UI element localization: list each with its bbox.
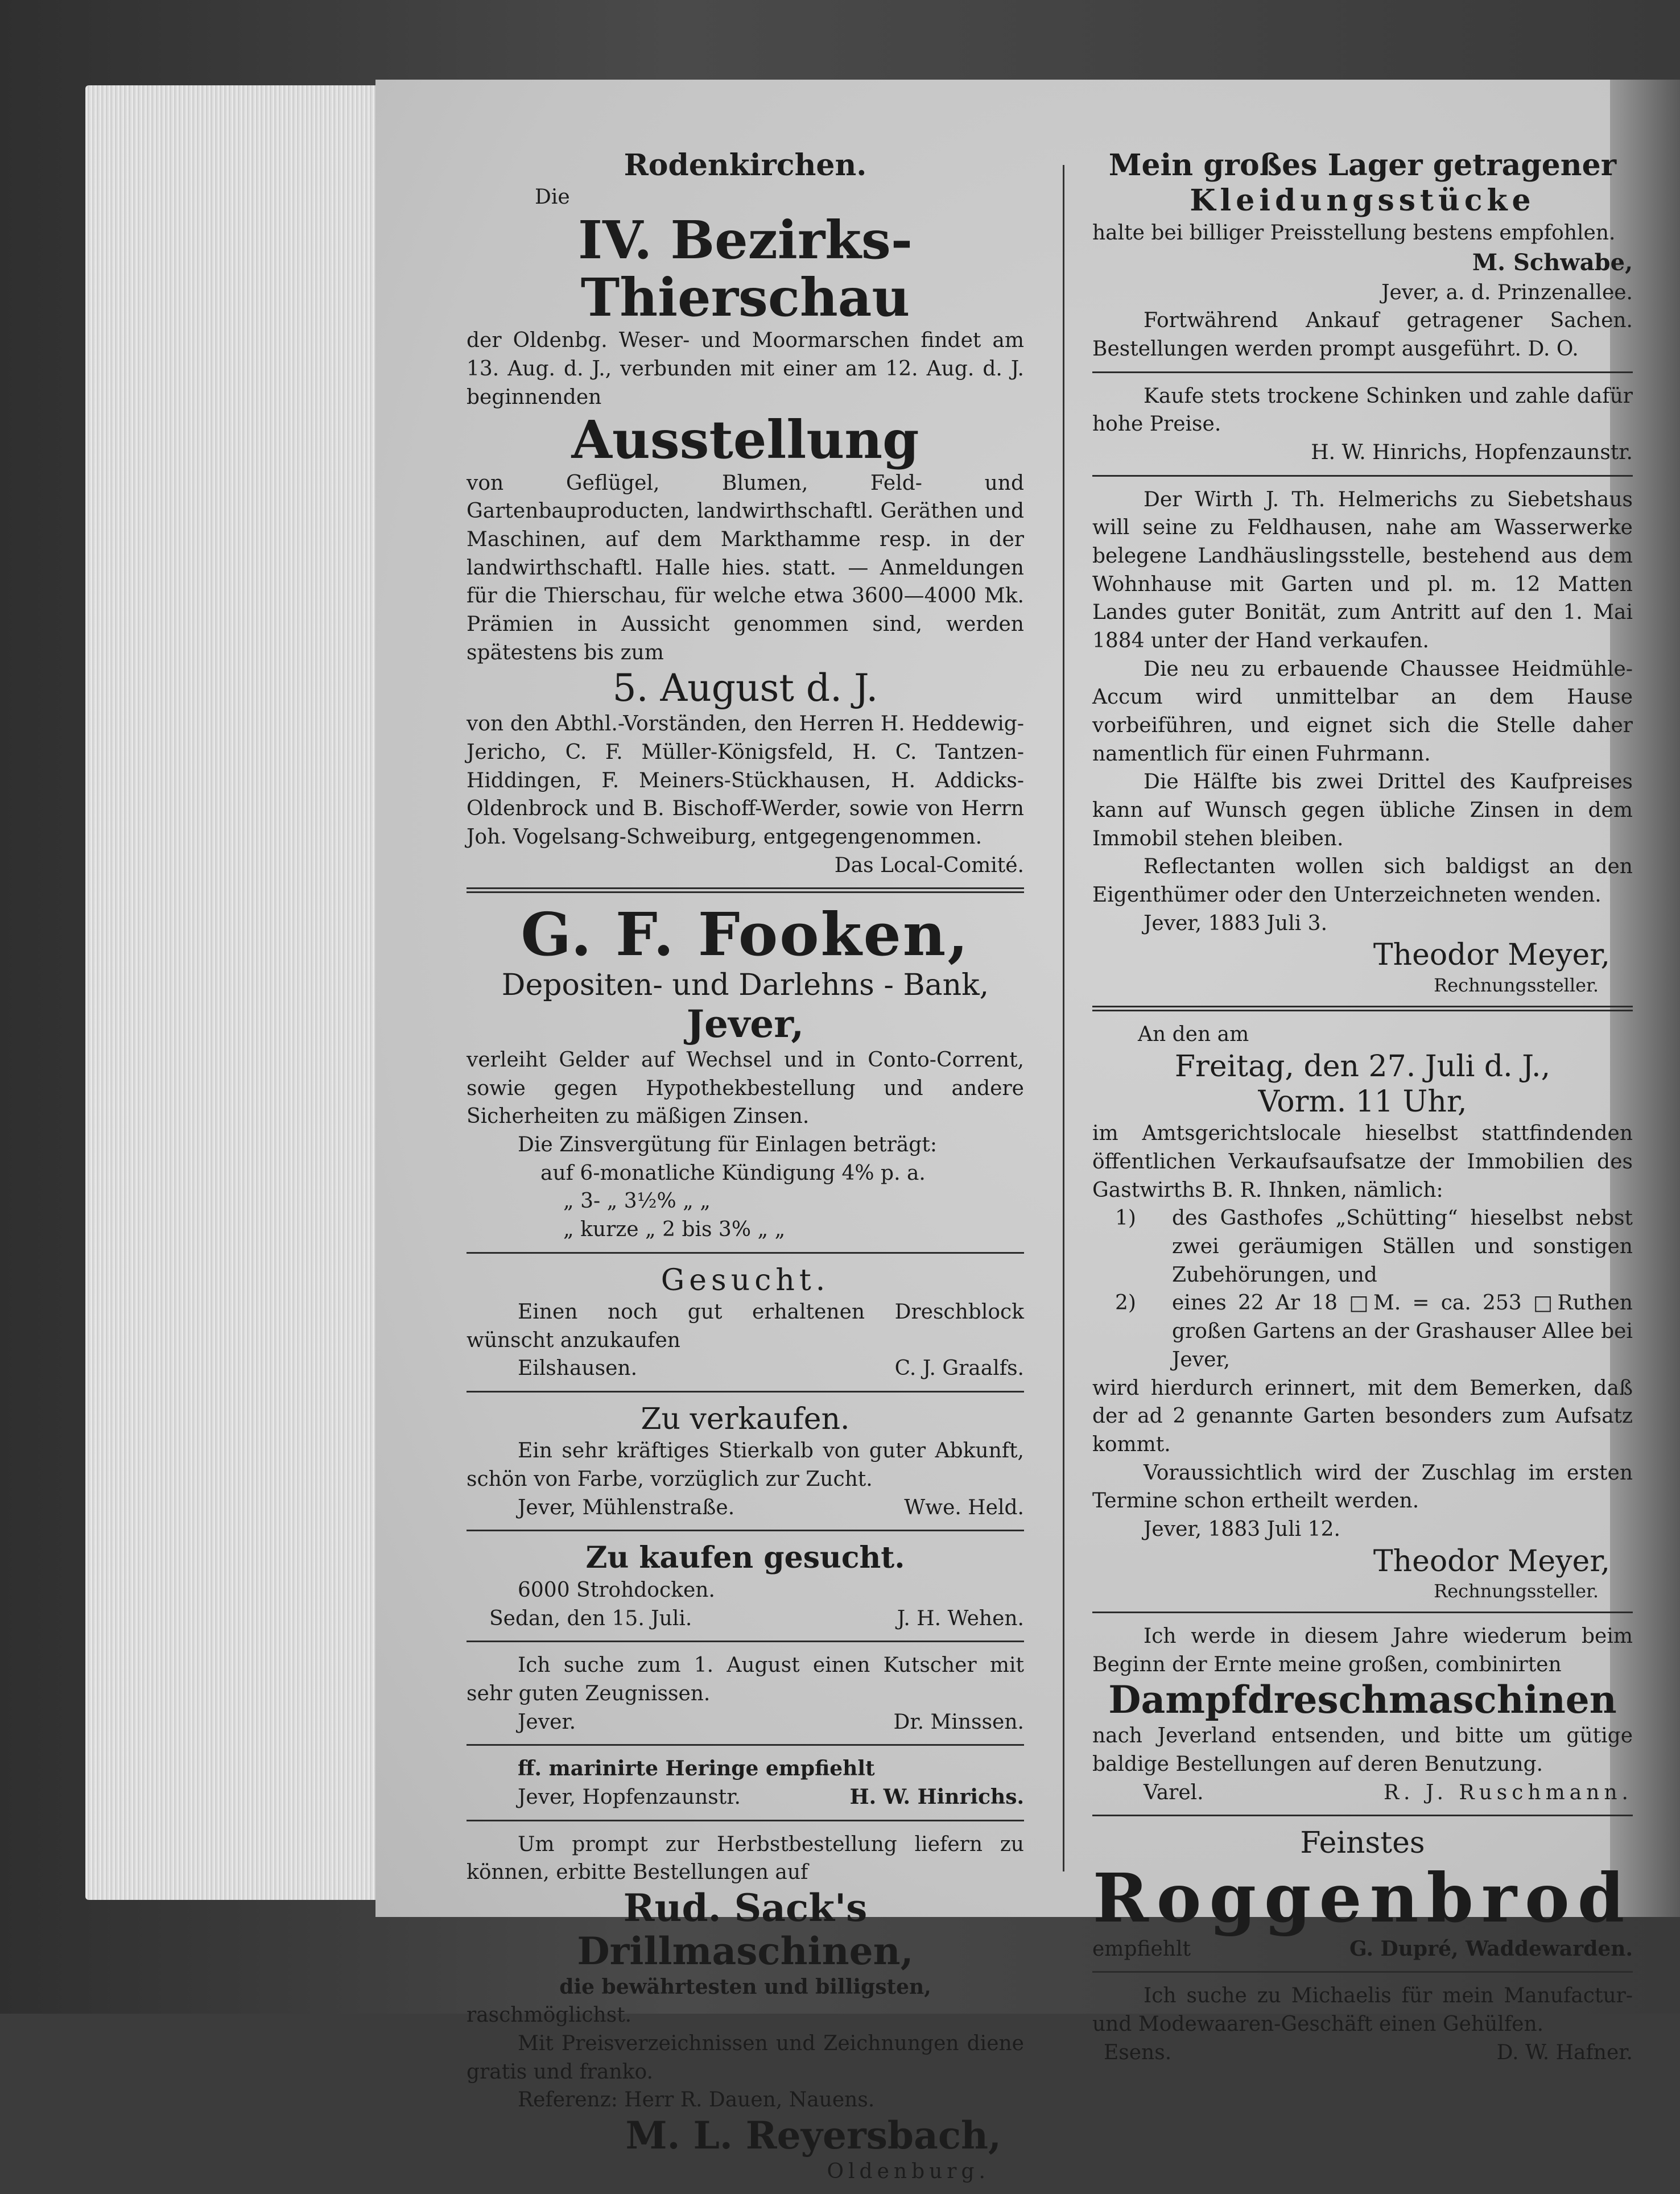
ad-heading: Feinstes <box>1300 1826 1425 1861</box>
ad-signature: J. H. Wehen. <box>897 1606 1024 1630</box>
ad-heading: Zu verkaufen. <box>641 1402 850 1437</box>
ad-footer <box>467 1494 1024 1522</box>
divider-rule <box>467 887 1024 893</box>
ad-place: Oldenburg. <box>827 2159 990 2183</box>
ad-footer <box>1092 2039 1633 2067</box>
ad-role: Rechnungssteller. <box>1434 974 1599 996</box>
ad-text: Die Zinsvergütung für Einlagen beträgt: <box>518 1133 937 1156</box>
rate-line: „ kurze „ 2 bis 3% „ „ <box>563 1217 786 1241</box>
ad-text: An den am <box>1138 1023 1249 1046</box>
ad-heringe <box>467 1755 1024 1811</box>
ad-place: Jever, Mühlenstraße. <box>518 1495 735 1519</box>
divider-rule <box>1092 1971 1633 1973</box>
ad-signature: Theodor Meyer, <box>1373 1544 1610 1579</box>
ad-title: IV. Bezirks-Thierschau <box>577 209 913 329</box>
ad-footer <box>467 1708 1024 1737</box>
list-item <box>1092 1204 1633 1289</box>
list-number: 1) <box>1115 1207 1136 1230</box>
ad-text: Ich suche zu Michaelis für mein Manufactur- und Modewaaren-Geschäft einen Gehülfen. <box>1092 1984 1633 2036</box>
divider-rule <box>1092 475 1633 477</box>
ad-time-line: Vorm. 11 Uhr, <box>1258 1085 1467 1119</box>
ad-title: Roggenbrod <box>1092 1858 1633 1937</box>
ad-title: Dampfdreschmaschinen <box>1108 1677 1617 1722</box>
ad-title: Rud. Sack's Drillmaschinen, <box>577 1885 914 1973</box>
divider-rule <box>467 1252 1024 1254</box>
divider-rule <box>1092 1612 1633 1613</box>
divider-rule <box>1092 1815 1633 1816</box>
ad-signature: R. J. Ruschmann. <box>1383 1780 1633 1804</box>
ad-gesucht <box>467 1263 1024 1383</box>
book-page-edges <box>85 85 381 1900</box>
divider-rule <box>467 1820 1024 1821</box>
ad-schinken <box>1092 382 1633 467</box>
divider-rule <box>467 1391 1024 1393</box>
list-item <box>1092 1289 1633 1374</box>
ad-fooken <box>467 899 1024 1243</box>
ad-date: Jever, 1883 Juli 12. <box>1144 1517 1340 1541</box>
ad-text: Der Wirth J. Th. Helmerichs zu Siebetshaus will seine zu Feldhausen, nahe am Wasserwerke belegene Landhäuslingsstelle, bestehend aus dem Wohnhause mit Garten und pl. m. 12 Matten Landes guter Bonität, zum Antritt auf den 1. Mai 1884 unter der Hand verkaufen. <box>1092 487 1633 653</box>
ad-subtitle: Ausstellung <box>571 409 919 471</box>
ad-text: Die <box>535 185 570 209</box>
ad-signature: M. L. Reyersbach, <box>625 2113 1001 2158</box>
right-column <box>1092 148 1633 2075</box>
ad-footer <box>467 1605 1024 1633</box>
ad-heading: Rodenkirchen. <box>624 148 867 183</box>
ad-text: raschmöglichst. <box>467 2003 632 2027</box>
ad-text: Voraussichtlich wird der Zuschlag im ersten Termine schon ertheilt werden. <box>1092 1461 1633 1513</box>
ad-place: Esens. <box>1104 2040 1172 2064</box>
ad-text: Um prompt zur Herbstbestellung liefern zu können, erbitte Bestellungen auf <box>467 1832 1024 1885</box>
ad-text: Ich suche zum 1. August einen Kutscher mit sehr guten Zeugnissen. <box>467 1654 1024 1705</box>
ad-ruschmann <box>1092 1622 1633 1807</box>
ad-place: Eilshausen. <box>518 1357 638 1381</box>
ad-sack <box>467 1831 1024 2186</box>
ad-signature: Dr. Minssen. <box>893 1710 1024 1734</box>
ad-signature: M. Schwabe, <box>1472 249 1633 276</box>
ad-signature: C. J. Graalfs. <box>894 1357 1024 1381</box>
divider-rule <box>1092 1006 1633 1011</box>
ad-heading: Zu kaufen gesucht. <box>585 1540 905 1576</box>
ad-date: 5. August d. J. <box>612 666 878 710</box>
ad-footer <box>467 1783 1024 1812</box>
ad-place: Jever, <box>686 1002 804 1047</box>
ad-text: Die Hälfte bis zwei Drittel des Kaufpreises kann auf Wunsch gegen übliche Zinsen in dem Immobil stehen bleiben. <box>1092 770 1633 850</box>
ad-footer <box>1092 1779 1633 1807</box>
ad-subtitle: Depositen- und Darlehns - Bank, <box>501 968 989 1002</box>
ad-meyer-verkauf <box>1092 1020 1633 1604</box>
ad-text: empfiehlt <box>1092 1937 1191 1961</box>
ad-kaufen <box>467 1540 1024 1633</box>
ad-place: Sedan, den 15. Juli. <box>489 1606 692 1630</box>
ad-dupre <box>1092 1825 1633 1963</box>
ad-heading: Mein großes Lager getragener <box>1108 148 1617 183</box>
ad-subtitle: die bewährtesten und billigsten, <box>559 1974 931 1999</box>
ad-reference: Referenz: Herr R. Dauen, Nauens. <box>518 2088 875 2112</box>
ad-text: von Geflügel, Blumen, Feld- und Gartenbauproducten, landwirthschaftl. Geräthen und Maschinen, auf dem Markthamme resp. in der landwirthschaftl. Halle hies. statt. — Anmeldungen für die Thierschau, für welche etwa 3600—4000 Mk. Prämien in Aussicht genommen sind, werden spätestens bis zum <box>467 471 1024 664</box>
ad-text: 6000 Strohdocken. <box>518 1578 715 1602</box>
ad-text: Reflectanten wollen sich baldigst an den Eigenthümer oder den Unterzeichneten wenden. <box>1092 855 1633 907</box>
ad-text: Ich werde in diesem Jahre wiederum beim Beginn der Ernte meine großen, combinirten <box>1092 1625 1633 1676</box>
ad-signature: H. W. Hinrichs, Hopfenzaunstr. <box>1311 441 1633 464</box>
ad-footer <box>1092 1935 1633 1964</box>
rate-line: auf 6-monatliche Kündigung 4% p. a. <box>540 1161 926 1185</box>
column-divider <box>1063 165 1064 1871</box>
list-text: eines 22 Ar 18 □M. = ca. 253 □Ruthen großen Gartens an der Grashauser Allee bei Jever, <box>1172 1291 1633 1371</box>
ad-meyer-landstelle <box>1092 486 1633 998</box>
ad-text: wird hierdurch erinnert, mit dem Bemerken, daß der ad 2 genannte Garten besonders zum Aufsatz kommt. <box>1092 1376 1633 1456</box>
left-column <box>467 148 1024 2194</box>
ad-text: Die neu zu erbauende Chaussee Heidmühle-Accum wird unmittelbar an dem Hause vorbeiführen, und eignet sich die Stelle daher namentlich für einen Fuhrmann. <box>1092 657 1633 766</box>
rate-line: „ 3- „ 3½% „ „ <box>563 1189 711 1213</box>
ad-text: nach Jeverland entsenden, und bitte um gütige baldige Bestellungen auf deren Benutzung. <box>1092 1724 1633 1776</box>
ad-place: Varel. <box>1144 1780 1204 1804</box>
ad-role: Rechnungssteller. <box>1434 1580 1599 1602</box>
ad-place: Jever. <box>518 1710 576 1734</box>
divider-rule <box>467 1744 1024 1746</box>
ad-text: Einen noch gut erhaltenen Dreschblock wünscht anzukaufen <box>467 1300 1024 1352</box>
list-number: 2) <box>1115 1291 1136 1315</box>
ad-text: ff. marinirte Heringe empfiehlt <box>518 1757 875 1781</box>
ad-text: verleiht Gelder auf Wechsel und in Conto-Corrent, sowie gegen Hypothekbestellung und andere Sicherheiten zu mäßigen Zinsen. <box>467 1048 1024 1129</box>
ad-hafner <box>1092 1982 1633 2067</box>
ad-text: im Amtsgerichtslocale hieselbst stattfindenden öffentlichen Verkaufsaufsatze der Immobilien des Gastwirths B. R. Ihnken, nämlich: <box>1092 1122 1633 1202</box>
ad-rodenkirchen <box>467 148 1024 879</box>
ad-heading: Kleidungsstücke <box>1190 183 1535 218</box>
divider-rule <box>467 1641 1024 1642</box>
ad-kutscher <box>467 1651 1024 1736</box>
ad-text: halte bei billiger Preisstellung bestens empfohlen. <box>1092 221 1616 245</box>
ad-schwabe <box>1092 148 1633 363</box>
ad-footer <box>467 1354 1024 1383</box>
ad-verkaufen <box>467 1402 1024 1522</box>
ad-signature: D. W. Hafner. <box>1496 2040 1633 2064</box>
divider-rule <box>467 1530 1024 1531</box>
ad-date: Jever, 1883 Juli 3. <box>1144 911 1328 935</box>
ad-signature: Wwe. Held. <box>904 1495 1024 1519</box>
ad-signature: H. W. Hinrichs. <box>849 1784 1024 1809</box>
list-text: des Gasthofes „Schütting“ hieselbst nebst zwei geräumigen Ställen und sonstigen Zubehörungen, und <box>1172 1207 1633 1287</box>
ad-text: Mit Preisverzeichnissen und Zeichnungen diene gratis und franko. <box>467 2032 1024 2084</box>
ad-signature: Theodor Meyer, <box>1373 938 1610 973</box>
ad-text: Fortwährend Ankauf getragener Sachen. Bestellungen werden prompt ausgeführt. D. O. <box>1092 309 1633 361</box>
ad-text: von den Abthl.-Vorständen, den Herren H. Heddewig-Jericho, C. F. Müller-Königsfeld, H. C. Tantzen-Hiddingen, F. Meiners-Stückhausen, H. Addicks-Oldenbrock und B. Bischoff-Werder, sowie von Herrn Joh. Vogelsang-Schweiburg, entgegengenommen. <box>467 712 1024 849</box>
ad-text: Kaufe stets trockene Schinken und zahle dafür hohe Preise. <box>1092 384 1633 436</box>
ad-heading: Gesucht. <box>661 1263 830 1298</box>
ad-text: Ein sehr kräftiges Stierkalb von guter Abkunft, schön von Farbe, vorzüglich zur Zucht. <box>467 1439 1024 1491</box>
ad-address: Jever, a. d. Prinzenallee. <box>1381 280 1633 304</box>
ad-signature: G. Dupré, Waddewarden. <box>1349 1936 1633 1961</box>
ad-title: G. F. Fooken, <box>521 899 970 970</box>
ad-text: der Oldenbg. Weser- und Moormarschen findet am 13. Aug. d. J., verbunden mit einer am 12. Aug. d. J. beginnenden <box>467 329 1024 409</box>
divider-rule <box>1092 371 1633 373</box>
ad-date-line: Freitag, den 27. Juli d. J., <box>1174 1049 1551 1084</box>
ad-place: Jever, Hopfenzaunstr. <box>518 1785 741 1809</box>
ad-signature: Das Local-Comité. <box>834 853 1024 877</box>
